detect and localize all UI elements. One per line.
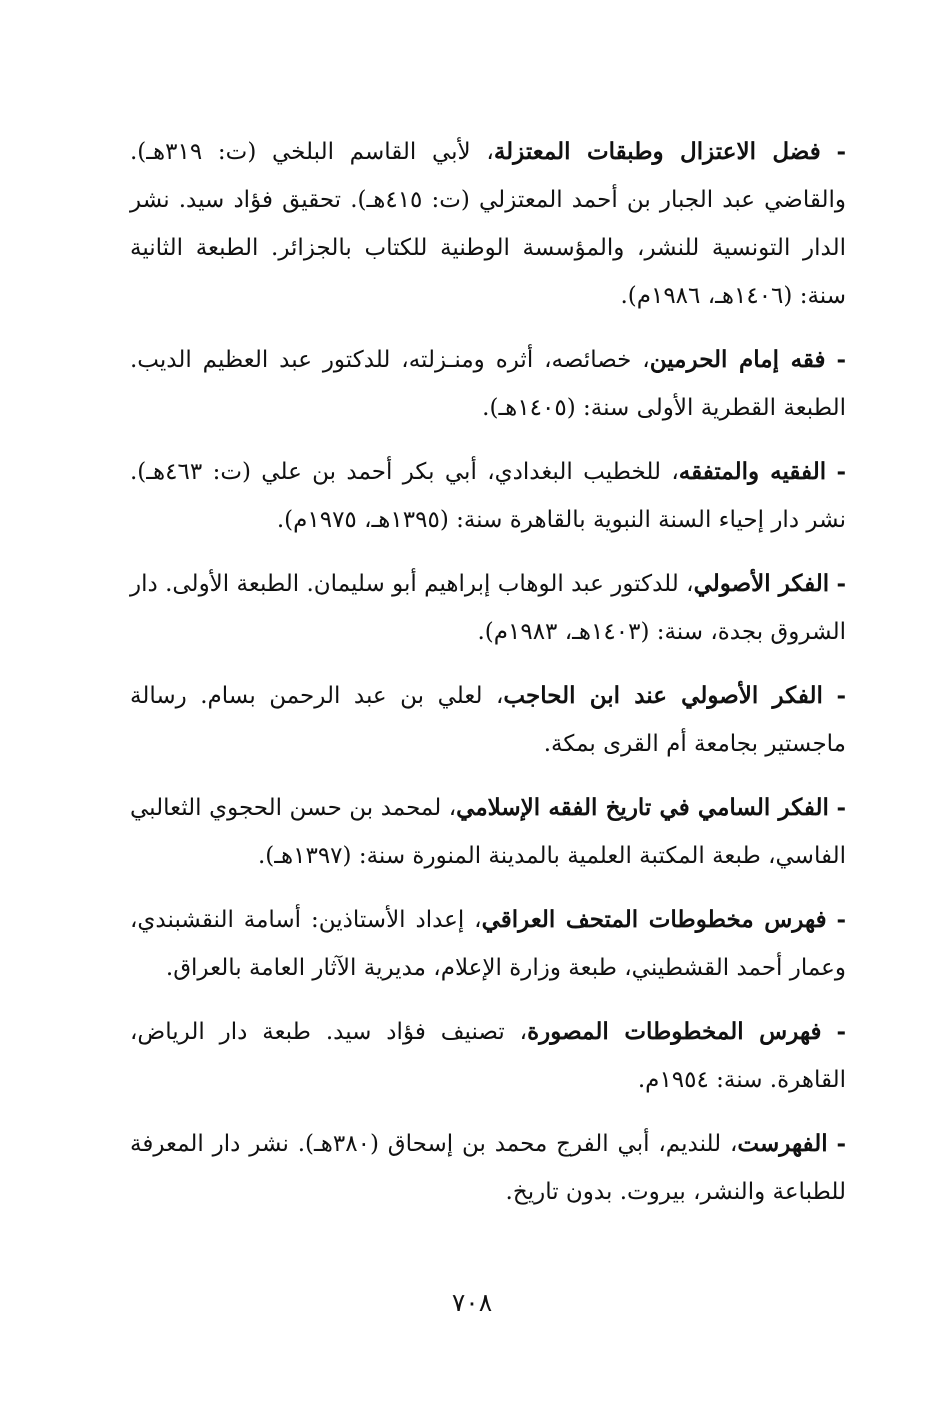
entry-dash: - <box>836 1018 846 1045</box>
entry-dash: - <box>836 346 847 373</box>
entry-title: الفهرست <box>737 1130 828 1157</box>
bibliography-entry <box>130 784 846 880</box>
bibliography-entry <box>130 672 846 768</box>
entry-dash: - <box>836 138 846 165</box>
entry-details: ، خصائصه، أثره ومنـزلته، للدكتور عبد العظيم الديب. الطبعة القطرية الأولى سنة: (١٤٠٥هـ). <box>130 347 846 421</box>
entry-details: ، للخطيب البغدادي، أبي بكر أحمد بن علي (ت: ٤٦٣هـ). نشر دار إحياء السنة النبوية بالقاهرة سنة: (١٣٩٥هـ، ١٩٧٥م). <box>130 459 846 533</box>
entry-title: فقه إمام الحرمين <box>649 346 826 373</box>
entry-dash: - <box>836 458 847 485</box>
bibliography-entry <box>130 128 846 320</box>
entry-dash: - <box>836 794 847 821</box>
bibliography-entry <box>130 1120 846 1216</box>
entry-details: ، لأبي القاسم البلخي (ت: ٣١٩هـ). والقاضي عبد الجبار بن أحمد المعتزلي (ت: ٤١٥هـ). تحقيق فؤاد سيد. نشر الدار التونسية للنشر، والمؤسسة الوطنية للكتاب بالجزائر. الطبعة الثانية سنة: (١٤٠٦هـ، ١٩٨٦م). <box>130 139 846 309</box>
entry-title: الفكر الأصولي <box>693 570 830 597</box>
entry-title: فهرس المخطوطات المصورة <box>527 1018 822 1045</box>
entry-title: فضل الاعتزال وطبقات المعتزلة <box>493 138 821 165</box>
entry-title: فهرس مخطوطات المتحف العراقي <box>481 906 827 933</box>
entry-details: ، للنديم، أبي الفرج محمد بن إسحاق (٣٨٠هـ). نشر دار المعرفة للطباعة والنشر، بيروت. بدون تاريخ. <box>130 1131 846 1205</box>
entry-details: ، لمحمد بن حسن الحجوي الثعالبي الفاسي، طبعة المكتبة العلمية بالمدينة المنورة سنة: (١٣٩٧هـ). <box>130 795 846 869</box>
entry-title: الفقيه والمتفقه <box>678 458 827 485</box>
bibliography-entry <box>130 896 846 992</box>
page-number: ٧٠٨ <box>451 1288 493 1317</box>
bibliography-list <box>130 128 846 1232</box>
entry-title: الفكر السامي في تاريخ الفقه الإسلامي <box>456 794 829 821</box>
bibliography-entry <box>130 448 846 544</box>
entry-dash: - <box>836 1130 846 1157</box>
bibliography-entry <box>130 336 846 432</box>
entry-title: الفكر الأصولي عند ابن الحاجب <box>503 682 823 709</box>
entry-details: ، تصنيف فؤاد سيد. طبعة دار الرياض، القاهرة. سنة: ١٩٥٤م. <box>130 1019 846 1093</box>
entry-dash: - <box>836 682 846 709</box>
entry-details: ، للدكتور عبد الوهاب إبراهيم أبو سليمان. الطبعة الأولى. دار الشروق بجدة، سنة: (١٤٠٣هـ، ١٩٨٣م). <box>130 571 846 645</box>
bibliography-entry <box>130 560 846 656</box>
entry-details: ، إعداد الأستاذين: أسامة النقشبندي، وعمار أحمد القشطيني، طبعة وزارة الإعلام، مديرية الآثار العامة بالعراق. <box>130 907 846 981</box>
bibliography-entry <box>130 1008 846 1104</box>
entry-dash: - <box>836 570 847 597</box>
entry-dash: - <box>836 906 847 933</box>
entry-details: ، لعلي بن عبد الرحمن بسام. رسالة ماجستير بجامعة أم القرى بمكة. <box>130 683 846 757</box>
